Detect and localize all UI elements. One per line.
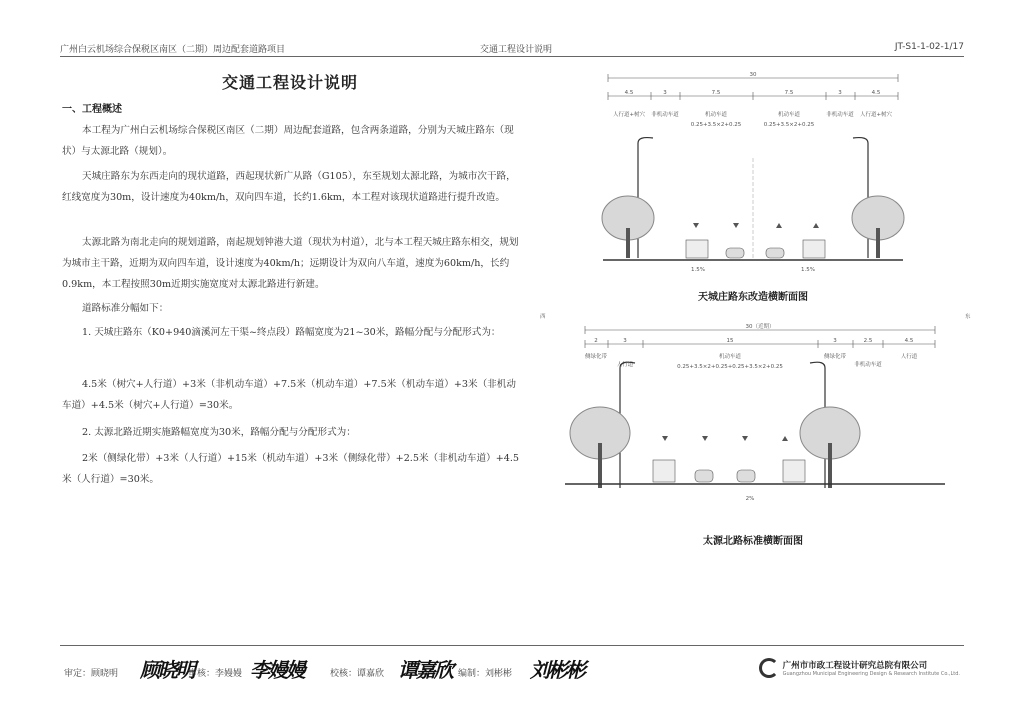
fig2-seg-5: 2.5 (863, 338, 873, 344)
proof-label: 校核：谭嘉欣 (330, 669, 385, 679)
signature-2: 李嫚嫚 (250, 658, 304, 682)
fig1-seg-2: 3 (663, 90, 667, 96)
header-doc-title: 交通工程设计说明 (480, 45, 553, 55)
fig2-seg-6: 4.5 (904, 338, 914, 344)
company-logo-icon (759, 658, 779, 678)
fig1-label-3: 机动车道 (704, 112, 728, 118)
fig1-seg-5: 3 (838, 90, 842, 96)
figure-2-caption: 太源北路标准横断面图 (703, 536, 803, 547)
figure-1-caption: 天城庄路东改造横断面图 (698, 292, 808, 303)
fig2-label-4: 侧绿化带 (823, 354, 847, 360)
paragraph-taiyuan: 太源北路为南北走向的规划道路，南起规划钟港大道（现状为村道），北与本工程天城庄路东相交，规划为城市主干路，近期为双向四车道，设计速度为40km/h；远期设计为双向八车道，速度为60km/h，长约0.9km，本工程按照30m近期实施宽度对太源北路进行新建。 (62, 237, 519, 290)
cross-section-figure-2 (535, 308, 975, 518)
fig1-label-5: 非机动车道 (826, 112, 854, 118)
company-logo (759, 658, 960, 678)
signature-4: 刘彬彬 (530, 658, 584, 682)
fig1-seg-3: 7.5 (711, 90, 721, 96)
fig2-seg-3: 15 (726, 338, 734, 344)
check-label: 审核：李嫚嫚 (188, 669, 243, 679)
fig2-label-5: 非机动车道 (854, 362, 882, 368)
fig1-label-1: 人行道+树穴 (612, 112, 646, 118)
page-footer (60, 645, 964, 686)
fig1-total: 30 (749, 72, 757, 78)
fig1-formula-left: 0.25+3.5×2+0.25 (690, 122, 742, 128)
fig1-seg-6: 4.5 (871, 90, 881, 96)
fig2-seg-4: 3 (833, 338, 837, 344)
signature-1: 顾晓明 (140, 658, 194, 682)
fig2-label-1: 侧绿化带 (584, 354, 608, 360)
fig1-seg-4: 7.5 (784, 90, 794, 96)
design-label: 编制：刘彬彬 (458, 669, 513, 679)
project-name: 广州白云机场综合保税区南区（二期）周边配套道路项目 (60, 45, 286, 55)
paragraph-road2: 2. 太源北路近期实施路幅宽度为30米，路幅分配与分配形式为： (82, 427, 356, 438)
paragraph-standard: 道路标准分幅如下： (82, 303, 169, 314)
fig2-side-left: 西 (540, 314, 546, 320)
fig1-label-2: 非机动车道 (651, 112, 679, 118)
fig2-total: 30（近期） (745, 324, 775, 330)
fig1-label-6: 人行道+树穴 (859, 112, 893, 118)
fig1-label-4: 机动车道 (777, 112, 801, 118)
paragraph-tianchengzhuang: 天城庄路东为东西走向的现状道路，西起现状新广从路（G105），东至规划太源北路，为城市次干路，红线宽度为30m，设计速度为40km/h，双向四车道，长约1.6km，本工程对该现状道路进行提升改造。 (62, 171, 516, 203)
fig2-side-right: 东 (965, 314, 971, 320)
fig2-label-2: 人行道 (616, 362, 634, 368)
fig2-seg-2: 3 (623, 338, 627, 344)
fig2-formula: 0.25+3.5×2+0.25+0.25+3.5×2+0.25 (677, 364, 783, 370)
company-name: 广州市市政工程设计研究总院有限公司 (782, 661, 928, 671)
page-title: 交通工程设计说明 (221, 73, 358, 92)
fig2-label-3: 机动车道 (718, 354, 742, 360)
paragraph-road1-detail: 4.5米（树穴+人行道）+3米（非机动车道）+7.5米（机动车道）+7.5米（机动车道）+3米（非机动车道）+4.5米（树穴+人行道）=30米。 (62, 379, 516, 411)
paragraph-road2-detail: 2米（侧绿化带）+3米（人行道）+15米（机动车道）+3米（侧绿化带）+2.5米（非机动车道）+4.5米（人行道）=30米。 (62, 453, 520, 485)
cross-section-figure-1 (598, 68, 908, 283)
paragraph-intro: 本工程为广州白云机场综合保税区南区（二期）周边配套道路，包含两条道路，分别为天城庄路东（现状）与太源北路（规划）。 (62, 125, 514, 157)
company-name-en: Guangzhou Municipal Engineering Design & Research Institute Co.,Ltd. (782, 671, 960, 677)
fig2-seg-1: 2 (594, 338, 598, 344)
review-label: 审定：顾晓明 (64, 669, 119, 679)
doc-number: JT-S1-1-02-1/17 (894, 42, 964, 52)
fig2-slope: 2% (745, 496, 755, 502)
fig1-seg-1: 4.5 (624, 90, 634, 96)
fig1-slope-left: 1.5% (691, 267, 705, 273)
page-header (60, 38, 964, 57)
fig1-formula-right: 0.25+3.5×2+0.25 (763, 122, 815, 128)
paragraph-road1: 1. 天城庄路东（K0+940滴溪河左干渠~终点段）路幅宽度为21~30米，路幅分配与分配形式为： (82, 327, 501, 338)
signature-3: 谭嘉欣 (398, 658, 452, 682)
fig1-slope-right: 1.5% (801, 267, 815, 273)
section-heading: 一、工程概述 (62, 104, 122, 115)
fig2-label-6: 人行道 (900, 354, 918, 360)
